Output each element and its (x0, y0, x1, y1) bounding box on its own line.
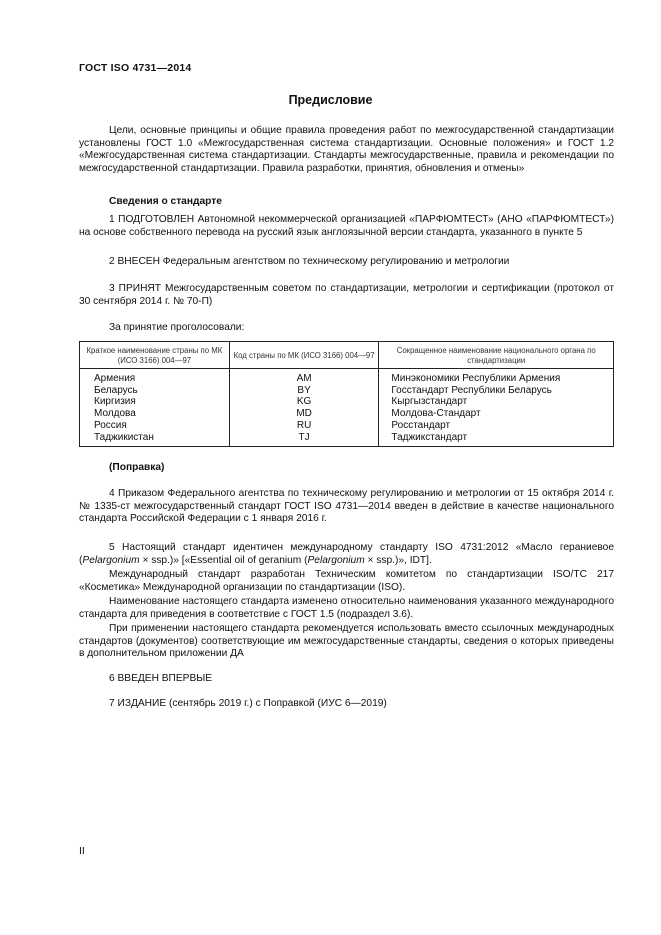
item-5-latin-b: Pelargonium (307, 554, 365, 566)
section-heading: Сведения о стандарте (109, 196, 222, 207)
table-header-body: Сокращенное наименование национального органа по стандартизации (379, 342, 614, 369)
table-cell-code: KG (229, 396, 379, 408)
item-5-tc-paragraph: Международный стандарт разработан Техническим комитетом по стандартизации ISO/TC 217 «Косметика» Международной организации по стандартизации (ISO). (79, 569, 614, 593)
item-5-application-paragraph: При применении настоящего стандарта рекомендуется использовать вместо ссылочных международных стандартов (документов) соответствующие им межгосударственные стандарты, сведения о которых приведены в дополнительном приложении ДА (79, 623, 614, 660)
table-cell-country: Киргизия (80, 396, 230, 408)
table-cell-body: Кыргызстандарт (379, 396, 614, 408)
page-title: Предисловие (288, 93, 373, 107)
table-header-code: Код страны по МК (ИСО 3166) 004—97 (229, 342, 379, 369)
table-cell-body: Госстандарт Республики Беларусь (379, 385, 614, 397)
table-row (80, 385, 614, 397)
table-cell-country: Россия (80, 420, 230, 432)
table-cell-code: MD (229, 408, 379, 420)
table-cell-body: Молдова-Стандарт (379, 408, 614, 420)
table-cell-country: Беларусь (80, 385, 230, 397)
table-cell-body: Минэкономики Республики Армения (379, 369, 614, 385)
table-cell-code: RU (229, 420, 379, 432)
table-row (80, 396, 614, 408)
table-cell-country: Армения (80, 369, 230, 385)
table-row (80, 432, 614, 447)
amendment-label: (Поправка) (109, 462, 165, 473)
item-3-paragraph: 3 ПРИНЯТ Межгосударственным советом по стандартизации, метрологии и сертификации (протокол от 30 сентября 2014 г. № 70-П) (79, 283, 614, 307)
item-5-latin-a: Pelargonium (82, 554, 140, 566)
page-number: II (79, 845, 85, 857)
table-cell-code: AM (229, 369, 379, 385)
item-2-paragraph: 2 ВНЕСЕН Федеральным агентством по техническому регулированию и метрологии (109, 256, 510, 267)
item-5-text-a: 5 Настоящий стандарт идентичен международному стандарту ISO 4731:2012 «Масло гераниевое ( (79, 542, 614, 566)
table-header-country: Краткое наименование страны по МК (ИСО 3166) 004—97 (80, 342, 230, 369)
intro-paragraph: Цели, основные принципы и общие правила проведения работ по межгосударственной стандартизации установлены ГОСТ 1.0 «Межгосударственная система стандартизации. Основные положения» и ГОСТ 1.2 «Межгосударственная система стандартизации. Стандарты межгосударственные, правила и рекомендации по межгосударственной стандартизации. Правила разработки, принятия, обновления и отмены» (79, 125, 614, 174)
voted-label: За принятие проголосовали: (109, 322, 245, 333)
item-5-text-c: × ssp.)», IDT]. (364, 554, 432, 566)
document-code-header: ГОСТ ISO 4731—2014 (79, 62, 192, 74)
table-header-row (80, 342, 614, 369)
item-7-paragraph: 7 ИЗДАНИЕ (сентябрь 2019 г.) с Поправкой (ИУС 6—2019) (109, 698, 387, 709)
table-cell-code: BY (229, 385, 379, 397)
table-row (80, 420, 614, 432)
voting-table (79, 341, 614, 447)
item-6-paragraph: 6 ВВЕДЕН ВПЕРВЫЕ (109, 673, 213, 684)
table-row (80, 369, 614, 385)
table-cell-country: Молдова (80, 408, 230, 420)
table-cell-code: TJ (229, 432, 379, 447)
item-5-paragraph (79, 542, 614, 567)
item-4-paragraph: 4 Приказом Федерального агентства по техническому регулированию и метрологии от 15 октября 2014 г. № 1335-ст межгосударственный стандарт ГОСТ ISO 4731—2014 введен в действие в качестве национального стандарта Российской Федерации с 1 января 2016 г. (79, 488, 614, 525)
item-1-paragraph: 1 ПОДГОТОВЛЕН Автономной некоммерческой организацией «ПАРФЮМТЕСТ» (АНО «ПАРФЮМТЕСТ») на основе собственного перевода на русский язык англоязычной версии стандарта, указанного в пункте 5 (79, 214, 614, 238)
item-5-text-b: × ssp.)» [«Essential oil of geranium ( (139, 554, 308, 566)
table-cell-body: Таджикстандарт (379, 432, 614, 447)
table-row (80, 408, 614, 420)
item-5-rename-paragraph: Наименование настоящего стандарта изменено относительно наименования указанного международного стандарта для приведения в соответствие с ГОСТ 1.5 (подраздел 3.6). (79, 596, 614, 620)
table-cell-country: Таджикистан (80, 432, 230, 447)
table-cell-body: Росстандарт (379, 420, 614, 432)
